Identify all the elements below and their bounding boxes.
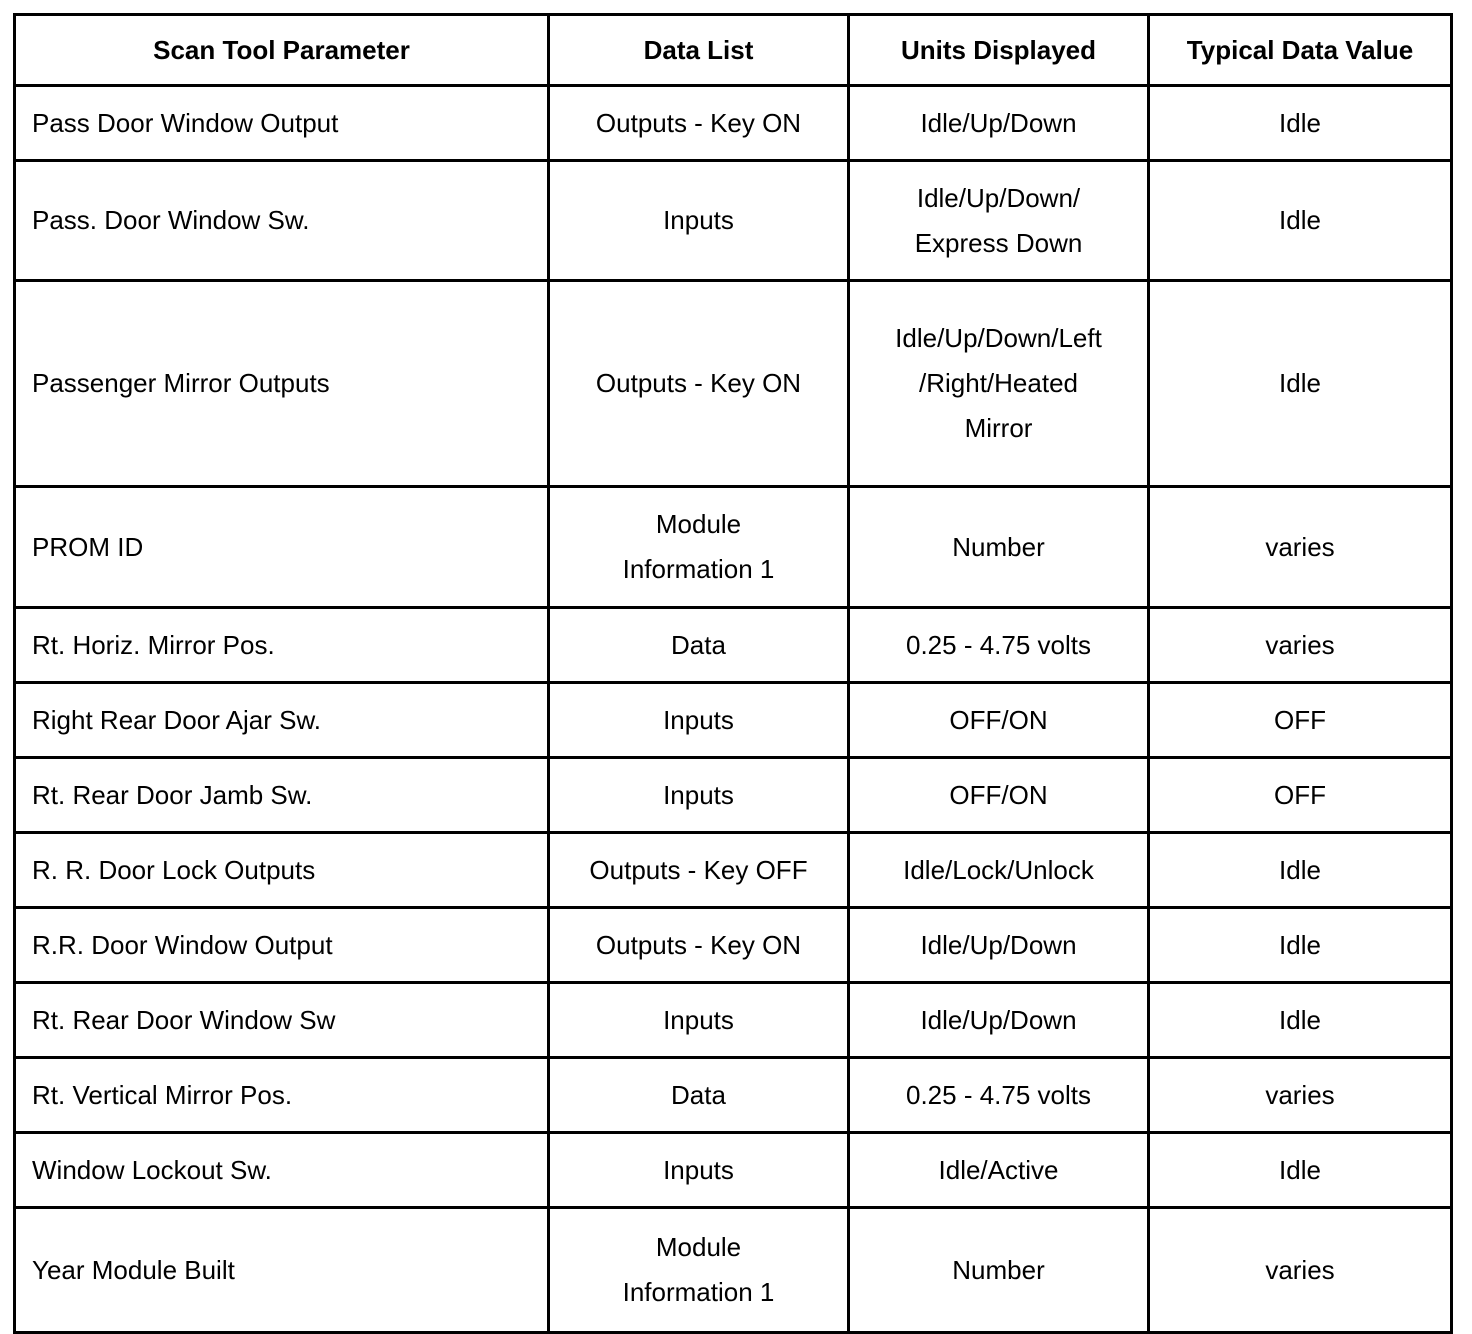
table-row xyxy=(15,608,1452,683)
cell-data-list: Inputs xyxy=(549,683,849,758)
cell-scan-tool-parameter: Window Lockout Sw. xyxy=(15,1133,549,1208)
cell-data-list: Inputs xyxy=(549,758,849,833)
cell-typical-data-value: OFF xyxy=(1149,683,1452,758)
table-row xyxy=(15,833,1452,908)
cell-data-list: Data xyxy=(549,608,849,683)
cell-units-displayed: OFF/ON xyxy=(849,683,1149,758)
table-row xyxy=(15,86,1452,161)
cell-data-list: Inputs xyxy=(549,161,849,281)
cell-scan-tool-parameter: Pass Door Window Output xyxy=(15,86,549,161)
cell-typical-data-value: varies xyxy=(1149,487,1452,608)
cell-units-displayed: Number xyxy=(849,487,1149,608)
table-header-row xyxy=(15,15,1452,86)
cell-units-displayed: 0.25 - 4.75 volts xyxy=(849,1058,1149,1133)
cell-scan-tool-parameter: Pass. Door Window Sw. xyxy=(15,161,549,281)
table-row xyxy=(15,683,1452,758)
cell-typical-data-value: Idle xyxy=(1149,281,1452,487)
header-data-list: Data List xyxy=(549,15,849,86)
table-row xyxy=(15,1058,1452,1133)
cell-scan-tool-parameter: PROM ID xyxy=(15,487,549,608)
cell-data-list: Outputs - Key ON xyxy=(549,908,849,983)
cell-typical-data-value: Idle xyxy=(1149,908,1452,983)
cell-scan-tool-parameter: Rt. Rear Door Jamb Sw. xyxy=(15,758,549,833)
header-scan-tool-parameter: Scan Tool Parameter xyxy=(15,15,549,86)
cell-data-list: Outputs - Key ON xyxy=(549,86,849,161)
cell-typical-data-value: OFF xyxy=(1149,758,1452,833)
cell-scan-tool-parameter: Year Module Built xyxy=(15,1208,549,1333)
cell-units-displayed: Idle/Up/Down xyxy=(849,983,1149,1058)
cell-data-list: Module Information 1 xyxy=(549,487,849,608)
cell-units-displayed: Number xyxy=(849,1208,1149,1333)
cell-units-displayed: OFF/ON xyxy=(849,758,1149,833)
cell-units-displayed: 0.25 - 4.75 volts xyxy=(849,608,1149,683)
cell-data-list: Outputs - Key OFF xyxy=(549,833,849,908)
header-units-displayed: Units Displayed xyxy=(849,15,1149,86)
cell-scan-tool-parameter: Rt. Vertical Mirror Pos. xyxy=(15,1058,549,1133)
cell-typical-data-value: varies xyxy=(1149,608,1452,683)
table-row xyxy=(15,487,1452,608)
cell-scan-tool-parameter: R.R. Door Window Output xyxy=(15,908,549,983)
cell-typical-data-value: varies xyxy=(1149,1058,1452,1133)
table-row xyxy=(15,1133,1452,1208)
cell-data-list: Inputs xyxy=(549,1133,849,1208)
cell-units-displayed: Idle/Lock/Unlock xyxy=(849,833,1149,908)
scan-tool-parameter-table xyxy=(13,13,1453,1334)
cell-scan-tool-parameter: R. R. Door Lock Outputs xyxy=(15,833,549,908)
cell-units-displayed: Idle/Active xyxy=(849,1133,1149,1208)
cell-scan-tool-parameter: Right Rear Door Ajar Sw. xyxy=(15,683,549,758)
header-typical-data-value: Typical Data Value xyxy=(1149,15,1452,86)
cell-typical-data-value: Idle xyxy=(1149,86,1452,161)
cell-units-displayed: Idle/Up/Down xyxy=(849,86,1149,161)
table-row xyxy=(15,908,1452,983)
cell-units-displayed: Idle/Up/Down xyxy=(849,908,1149,983)
cell-scan-tool-parameter: Rt. Horiz. Mirror Pos. xyxy=(15,608,549,683)
cell-scan-tool-parameter: Rt. Rear Door Window Sw xyxy=(15,983,549,1058)
table-row xyxy=(15,161,1452,281)
cell-typical-data-value: Idle xyxy=(1149,1133,1452,1208)
cell-units-displayed: Idle/Up/Down/Left /Right/Heated Mirror xyxy=(849,281,1149,487)
table-row xyxy=(15,281,1452,487)
cell-data-list: Outputs - Key ON xyxy=(549,281,849,487)
cell-units-displayed: Idle/Up/Down/ Express Down xyxy=(849,161,1149,281)
cell-data-list: Inputs xyxy=(549,983,849,1058)
cell-data-list: Data xyxy=(549,1058,849,1133)
cell-typical-data-value: Idle xyxy=(1149,833,1452,908)
cell-typical-data-value: varies xyxy=(1149,1208,1452,1333)
table-row xyxy=(15,758,1452,833)
cell-scan-tool-parameter: Passenger Mirror Outputs xyxy=(15,281,549,487)
cell-typical-data-value: Idle xyxy=(1149,161,1452,281)
cell-data-list: Module Information 1 xyxy=(549,1208,849,1333)
cell-typical-data-value: Idle xyxy=(1149,983,1452,1058)
table-row xyxy=(15,983,1452,1058)
table-row xyxy=(15,1208,1452,1333)
